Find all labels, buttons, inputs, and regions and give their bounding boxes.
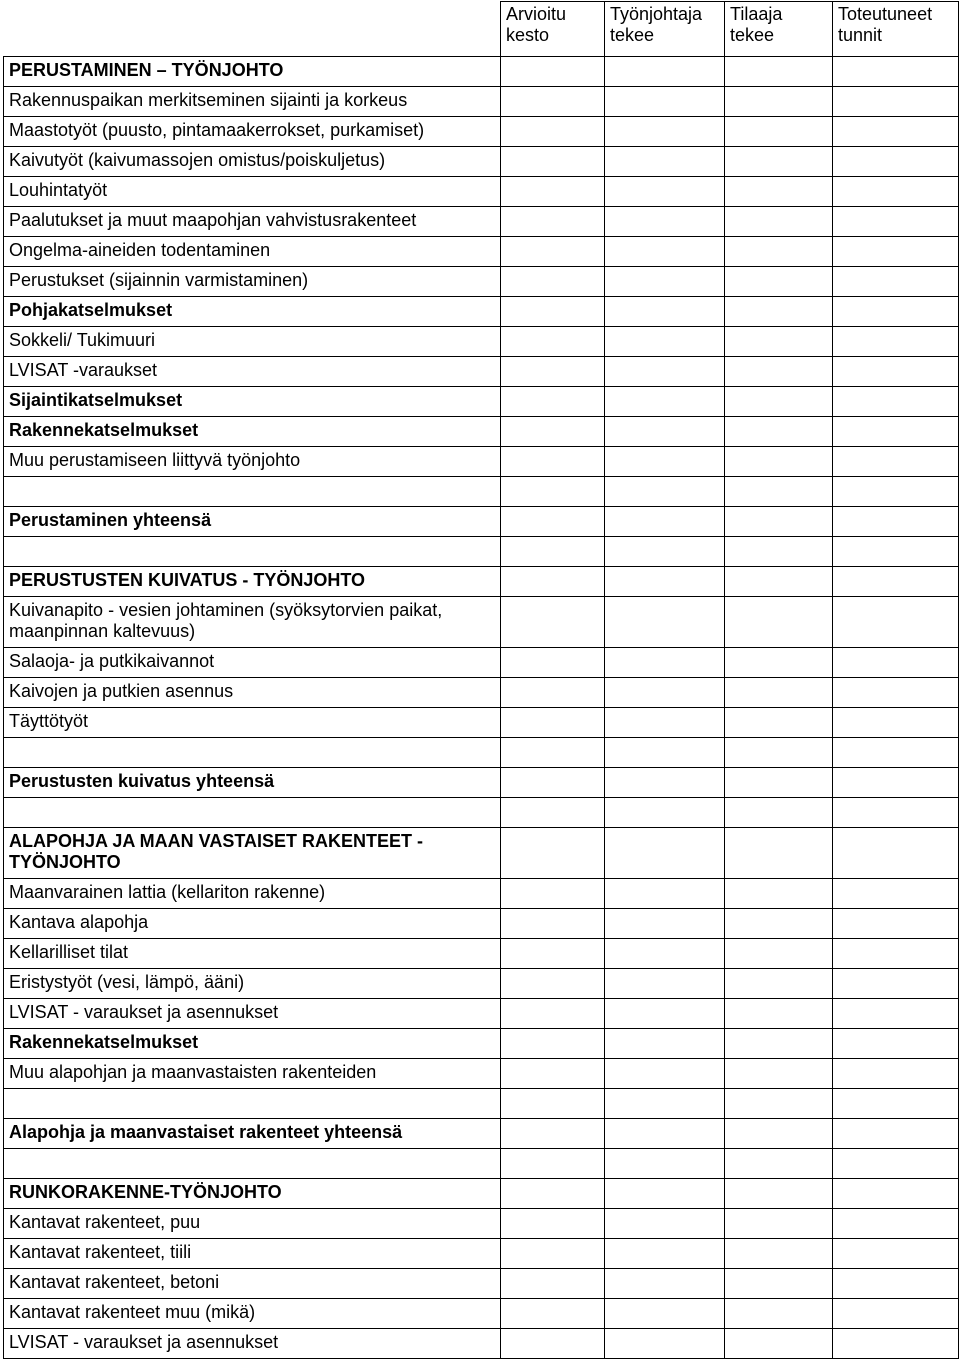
task-label: ALAPOHJA JA MAAN VASTAISET RAKENTEET - TYÖNJOHTO — [4, 828, 501, 879]
header-client-does: Tilaaja tekee — [725, 2, 833, 57]
task-label: Kellarilliset tilat — [4, 939, 501, 969]
actual-hours-cell[interactable] — [833, 1119, 959, 1149]
actual-hours-cell[interactable] — [833, 117, 959, 147]
table-row — [4, 147, 959, 177]
task-label: RUNKORAKENNE-TYÖNJOHTO — [4, 1179, 501, 1209]
estimated-duration-cell[interactable] — [501, 738, 605, 768]
actual-hours-cell[interactable] — [833, 1059, 959, 1089]
estimated-duration-cell[interactable] — [501, 537, 605, 567]
supervisor-does-cell[interactable] — [605, 1119, 725, 1149]
header-actual-hours: Toteutuneet tunnit — [833, 2, 959, 57]
table-row — [4, 1089, 959, 1119]
task-label: Kantavat rakenteet, tiili — [4, 1239, 501, 1269]
estimated-duration-cell[interactable] — [501, 1209, 605, 1239]
estimated-duration-cell[interactable] — [501, 447, 605, 477]
task-label: Alapohja ja maanvastaiset rakenteet yhteensä — [4, 1119, 501, 1149]
actual-hours-cell[interactable] — [833, 1149, 959, 1179]
actual-hours-cell[interactable] — [833, 1239, 959, 1269]
estimated-duration-cell[interactable] — [501, 768, 605, 798]
client-does-cell[interactable] — [725, 267, 833, 297]
client-does-cell[interactable] — [725, 1269, 833, 1299]
table-row — [4, 57, 959, 87]
task-label: LVISAT - varaukset ja asennukset — [4, 1329, 501, 1359]
task-label: Sokkeli/ Tukimuuri — [4, 327, 501, 357]
supervisor-does-cell[interactable] — [605, 1239, 725, 1269]
client-does-cell[interactable] — [725, 1059, 833, 1089]
actual-hours-cell[interactable] — [833, 708, 959, 738]
table-row — [4, 939, 959, 969]
supervisor-does-cell[interactable] — [605, 648, 725, 678]
table-row — [4, 297, 959, 327]
task-label — [4, 537, 501, 567]
client-does-cell[interactable] — [725, 177, 833, 207]
table-row — [4, 798, 959, 828]
table-row — [4, 1059, 959, 1089]
task-label: Salaoja- ja putkikaivannot — [4, 648, 501, 678]
supervisor-does-cell[interactable] — [605, 969, 725, 999]
table-row — [4, 177, 959, 207]
task-label: PERUSTUSTEN KUIVATUS - TYÖNJOHTO — [4, 567, 501, 597]
task-label: LVISAT - varaukset ja asennukset — [4, 999, 501, 1029]
estimated-duration-cell[interactable] — [501, 477, 605, 507]
table-row — [4, 267, 959, 297]
estimated-duration-cell[interactable] — [501, 147, 605, 177]
task-label: Kantavat rakenteet, puu — [4, 1209, 501, 1239]
actual-hours-cell[interactable] — [833, 1179, 959, 1209]
task-label: Kuivanapito - vesien johtaminen (syöksytorvien paikat, maanpinnan kaltevuus) — [4, 597, 501, 648]
actual-hours-cell[interactable] — [833, 207, 959, 237]
supervisor-does-cell[interactable] — [605, 447, 725, 477]
table-row — [4, 708, 959, 738]
supervisor-does-cell[interactable] — [605, 237, 725, 267]
actual-hours-cell[interactable] — [833, 147, 959, 177]
client-does-cell[interactable] — [725, 798, 833, 828]
actual-hours-cell[interactable] — [833, 507, 959, 537]
estimated-duration-cell[interactable] — [501, 969, 605, 999]
actual-hours-cell[interactable] — [833, 1269, 959, 1299]
supervisor-does-cell[interactable] — [605, 597, 725, 648]
table-row — [4, 1029, 959, 1059]
table-row — [4, 1179, 959, 1209]
table-row — [4, 207, 959, 237]
supervisor-does-cell[interactable] — [605, 147, 725, 177]
estimated-duration-cell[interactable] — [501, 1299, 605, 1329]
client-does-cell[interactable] — [725, 87, 833, 117]
client-does-cell[interactable] — [725, 597, 833, 648]
supervisor-does-cell[interactable] — [605, 768, 725, 798]
client-does-cell[interactable] — [725, 1179, 833, 1209]
estimated-duration-cell[interactable] — [501, 1119, 605, 1149]
actual-hours-cell[interactable] — [833, 567, 959, 597]
table-row — [4, 738, 959, 768]
task-label: Perustusten kuivatus yhteensä — [4, 768, 501, 798]
task-label: PERUSTAMINEN – TYÖNJOHTO — [4, 57, 501, 87]
supervisor-does-cell[interactable] — [605, 1089, 725, 1119]
table-row — [4, 1119, 959, 1149]
supervisor-does-cell[interactable] — [605, 909, 725, 939]
estimated-duration-cell[interactable] — [501, 567, 605, 597]
task-label — [4, 798, 501, 828]
table-row — [4, 1299, 959, 1329]
table-row — [4, 768, 959, 798]
table-row — [4, 1329, 959, 1359]
estimated-duration-cell[interactable] — [501, 207, 605, 237]
actual-hours-cell[interactable] — [833, 939, 959, 969]
supervisor-does-cell[interactable] — [605, 1209, 725, 1239]
task-label: Pohjakatselmukset — [4, 297, 501, 327]
supervisor-does-cell[interactable] — [605, 387, 725, 417]
actual-hours-cell[interactable] — [833, 768, 959, 798]
supervisor-does-cell[interactable] — [605, 477, 725, 507]
estimated-duration-cell[interactable] — [501, 597, 605, 648]
table-row — [4, 909, 959, 939]
actual-hours-cell[interactable] — [833, 828, 959, 879]
supervisor-does-cell[interactable] — [605, 417, 725, 447]
supervisor-does-cell[interactable] — [605, 537, 725, 567]
supervisor-does-cell[interactable] — [605, 1059, 725, 1089]
client-does-cell[interactable] — [725, 447, 833, 477]
client-does-cell[interactable] — [725, 357, 833, 387]
table-row — [4, 828, 959, 879]
estimated-duration-cell[interactable] — [501, 1059, 605, 1089]
client-does-cell[interactable] — [725, 417, 833, 447]
table-row — [4, 507, 959, 537]
client-does-cell[interactable] — [725, 1149, 833, 1179]
supervisor-does-cell[interactable] — [605, 999, 725, 1029]
task-label — [4, 738, 501, 768]
table-row — [4, 1149, 959, 1179]
task-label — [4, 477, 501, 507]
client-does-cell[interactable] — [725, 1029, 833, 1059]
task-label: Muu alapohjan ja maanvastaisten rakenteiden — [4, 1059, 501, 1089]
task-label: Paalutukset ja muut maapohjan vahvistusrakenteet — [4, 207, 501, 237]
table-row — [4, 969, 959, 999]
client-does-cell[interactable] — [725, 969, 833, 999]
client-does-cell[interactable] — [725, 648, 833, 678]
client-does-cell[interactable] — [725, 537, 833, 567]
supervisor-does-cell[interactable] — [605, 297, 725, 327]
task-label: Kantava alapohja — [4, 909, 501, 939]
client-does-cell[interactable] — [725, 477, 833, 507]
header-estimated-duration: Arvioitu kesto — [501, 2, 605, 57]
task-label: LVISAT -varaukset — [4, 357, 501, 387]
estimated-duration-cell[interactable] — [501, 417, 605, 447]
table-row — [4, 117, 959, 147]
estimated-duration-cell[interactable] — [501, 909, 605, 939]
task-label: Perustukset (sijainnin varmistaminen) — [4, 267, 501, 297]
client-does-cell[interactable] — [725, 768, 833, 798]
supervisor-does-cell[interactable] — [605, 678, 725, 708]
client-does-cell[interactable] — [725, 57, 833, 87]
estimated-duration-cell[interactable] — [501, 678, 605, 708]
estimated-duration-cell[interactable] — [501, 828, 605, 879]
task-label: Kaivutyöt (kaivumassojen omistus/poiskuljetus) — [4, 147, 501, 177]
actual-hours-cell[interactable] — [833, 327, 959, 357]
task-label: Täyttötyöt — [4, 708, 501, 738]
table-row — [4, 357, 959, 387]
task-label — [4, 1089, 501, 1119]
actual-hours-cell[interactable] — [833, 237, 959, 267]
header-supervisor-does: Työnjohtaja tekee — [605, 2, 725, 57]
supervisor-does-cell[interactable] — [605, 507, 725, 537]
estimated-duration-cell[interactable] — [501, 387, 605, 417]
actual-hours-cell[interactable] — [833, 477, 959, 507]
estimated-duration-cell[interactable] — [501, 798, 605, 828]
actual-hours-cell[interactable] — [833, 738, 959, 768]
actual-hours-cell[interactable] — [833, 1029, 959, 1059]
table-row — [4, 1269, 959, 1299]
client-does-cell[interactable] — [725, 117, 833, 147]
estimated-duration-cell[interactable] — [501, 357, 605, 387]
actual-hours-cell[interactable] — [833, 678, 959, 708]
table-row — [4, 1209, 959, 1239]
actual-hours-cell[interactable] — [833, 57, 959, 87]
client-does-cell[interactable] — [725, 207, 833, 237]
client-does-cell[interactable] — [725, 909, 833, 939]
client-does-cell[interactable] — [725, 1119, 833, 1149]
actual-hours-cell[interactable] — [833, 879, 959, 909]
client-does-cell[interactable] — [725, 507, 833, 537]
supervisor-does-cell[interactable] — [605, 1179, 725, 1209]
client-does-cell[interactable] — [725, 297, 833, 327]
work-supervision-table — [3, 1, 959, 1359]
actual-hours-cell[interactable] — [833, 387, 959, 417]
table-row — [4, 87, 959, 117]
task-label: Rakennuspaikan merkitseminen sijainti ja korkeus — [4, 87, 501, 117]
task-label: Muu perustamiseen liittyvä työnjohto — [4, 447, 501, 477]
actual-hours-cell[interactable] — [833, 648, 959, 678]
actual-hours-cell[interactable] — [833, 999, 959, 1029]
supervisor-does-cell[interactable] — [605, 357, 725, 387]
client-does-cell[interactable] — [725, 567, 833, 597]
supervisor-does-cell[interactable] — [605, 1029, 725, 1059]
client-does-cell[interactable] — [725, 237, 833, 267]
client-does-cell[interactable] — [725, 327, 833, 357]
actual-hours-cell[interactable] — [833, 798, 959, 828]
table-row — [4, 447, 959, 477]
task-label: Eristystyöt (vesi, lämpö, ääni) — [4, 969, 501, 999]
actual-hours-cell[interactable] — [833, 177, 959, 207]
actual-hours-cell[interactable] — [833, 357, 959, 387]
table-row — [4, 477, 959, 507]
client-does-cell[interactable] — [725, 147, 833, 177]
estimated-duration-cell[interactable] — [501, 1029, 605, 1059]
actual-hours-cell[interactable] — [833, 537, 959, 567]
supervisor-does-cell[interactable] — [605, 1299, 725, 1329]
client-does-cell[interactable] — [725, 879, 833, 909]
estimated-duration-cell[interactable] — [501, 117, 605, 147]
actual-hours-cell[interactable] — [833, 297, 959, 327]
actual-hours-cell[interactable] — [833, 87, 959, 117]
estimated-duration-cell[interactable] — [501, 1239, 605, 1269]
client-does-cell[interactable] — [725, 678, 833, 708]
table-row — [4, 387, 959, 417]
estimated-duration-cell[interactable] — [501, 87, 605, 117]
supervisor-does-cell[interactable] — [605, 567, 725, 597]
actual-hours-cell[interactable] — [833, 417, 959, 447]
estimated-duration-cell[interactable] — [501, 1329, 605, 1359]
actual-hours-cell[interactable] — [833, 1299, 959, 1329]
estimated-duration-cell[interactable] — [501, 57, 605, 87]
estimated-duration-cell[interactable] — [501, 879, 605, 909]
estimated-duration-cell[interactable] — [501, 267, 605, 297]
client-does-cell[interactable] — [725, 828, 833, 879]
table-row — [4, 417, 959, 447]
table-row — [4, 648, 959, 678]
supervisor-does-cell[interactable] — [605, 828, 725, 879]
task-label: Kantavat rakenteet, betoni — [4, 1269, 501, 1299]
supervisor-does-cell[interactable] — [605, 207, 725, 237]
estimated-duration-cell[interactable] — [501, 1179, 605, 1209]
estimated-duration-cell[interactable] — [501, 327, 605, 357]
task-label: Sijaintikatselmukset — [4, 387, 501, 417]
supervisor-does-cell[interactable] — [605, 57, 725, 87]
client-does-cell[interactable] — [725, 939, 833, 969]
estimated-duration-cell[interactable] — [501, 939, 605, 969]
supervisor-does-cell[interactable] — [605, 1269, 725, 1299]
client-does-cell[interactable] — [725, 1299, 833, 1329]
table-row — [4, 678, 959, 708]
client-does-cell[interactable] — [725, 1209, 833, 1239]
task-label — [4, 1149, 501, 1179]
table-row — [4, 597, 959, 648]
table-row — [4, 327, 959, 357]
client-does-cell[interactable] — [725, 387, 833, 417]
supervisor-does-cell[interactable] — [605, 267, 725, 297]
estimated-duration-cell[interactable] — [501, 507, 605, 537]
table-row — [4, 537, 959, 567]
table-row — [4, 879, 959, 909]
supervisor-does-cell[interactable] — [605, 177, 725, 207]
estimated-duration-cell[interactable] — [501, 1149, 605, 1179]
supervisor-does-cell[interactable] — [605, 939, 725, 969]
task-label: Kantavat rakenteet muu (mikä) — [4, 1299, 501, 1329]
supervisor-does-cell[interactable] — [605, 879, 725, 909]
task-label: Maanvarainen lattia (kellariton rakenne) — [4, 879, 501, 909]
supervisor-does-cell[interactable] — [605, 327, 725, 357]
actual-hours-cell[interactable] — [833, 969, 959, 999]
estimated-duration-cell[interactable] — [501, 1089, 605, 1119]
estimated-duration-cell[interactable] — [501, 237, 605, 267]
supervisor-does-cell[interactable] — [605, 798, 725, 828]
task-label: Maastotyöt (puusto, pintamaakerrokset, purkamiset) — [4, 117, 501, 147]
actual-hours-cell[interactable] — [833, 1329, 959, 1359]
client-does-cell[interactable] — [725, 999, 833, 1029]
supervisor-does-cell[interactable] — [605, 1329, 725, 1359]
header-row — [4, 2, 959, 57]
supervisor-does-cell[interactable] — [605, 708, 725, 738]
header-task-cell — [4, 2, 501, 57]
estimated-duration-cell[interactable] — [501, 648, 605, 678]
estimated-duration-cell[interactable] — [501, 177, 605, 207]
client-does-cell[interactable] — [725, 708, 833, 738]
actual-hours-cell[interactable] — [833, 1089, 959, 1119]
actual-hours-cell[interactable] — [833, 1209, 959, 1239]
client-does-cell[interactable] — [725, 1239, 833, 1269]
table-row — [4, 999, 959, 1029]
task-label: Perustaminen yhteensä — [4, 507, 501, 537]
estimated-duration-cell[interactable] — [501, 999, 605, 1029]
supervisor-does-cell[interactable] — [605, 87, 725, 117]
task-label: Kaivojen ja putkien asennus — [4, 678, 501, 708]
supervisor-does-cell[interactable] — [605, 117, 725, 147]
table-body — [4, 57, 959, 1359]
table-row — [4, 567, 959, 597]
actual-hours-cell[interactable] — [833, 267, 959, 297]
estimated-duration-cell[interactable] — [501, 708, 605, 738]
estimated-duration-cell[interactable] — [501, 297, 605, 327]
actual-hours-cell[interactable] — [833, 909, 959, 939]
table-row — [4, 237, 959, 267]
client-does-cell[interactable] — [725, 1329, 833, 1359]
client-does-cell[interactable] — [725, 1089, 833, 1119]
table-row — [4, 1239, 959, 1269]
task-label: Rakennekatselmukset — [4, 1029, 501, 1059]
supervisor-does-cell[interactable] — [605, 738, 725, 768]
task-label: Rakennekatselmukset — [4, 417, 501, 447]
client-does-cell[interactable] — [725, 738, 833, 768]
estimated-duration-cell[interactable] — [501, 1269, 605, 1299]
task-label: Ongelma-aineiden todentaminen — [4, 237, 501, 267]
actual-hours-cell[interactable] — [833, 447, 959, 477]
supervisor-does-cell[interactable] — [605, 1149, 725, 1179]
task-label: Louhintatyöt — [4, 177, 501, 207]
actual-hours-cell[interactable] — [833, 597, 959, 648]
